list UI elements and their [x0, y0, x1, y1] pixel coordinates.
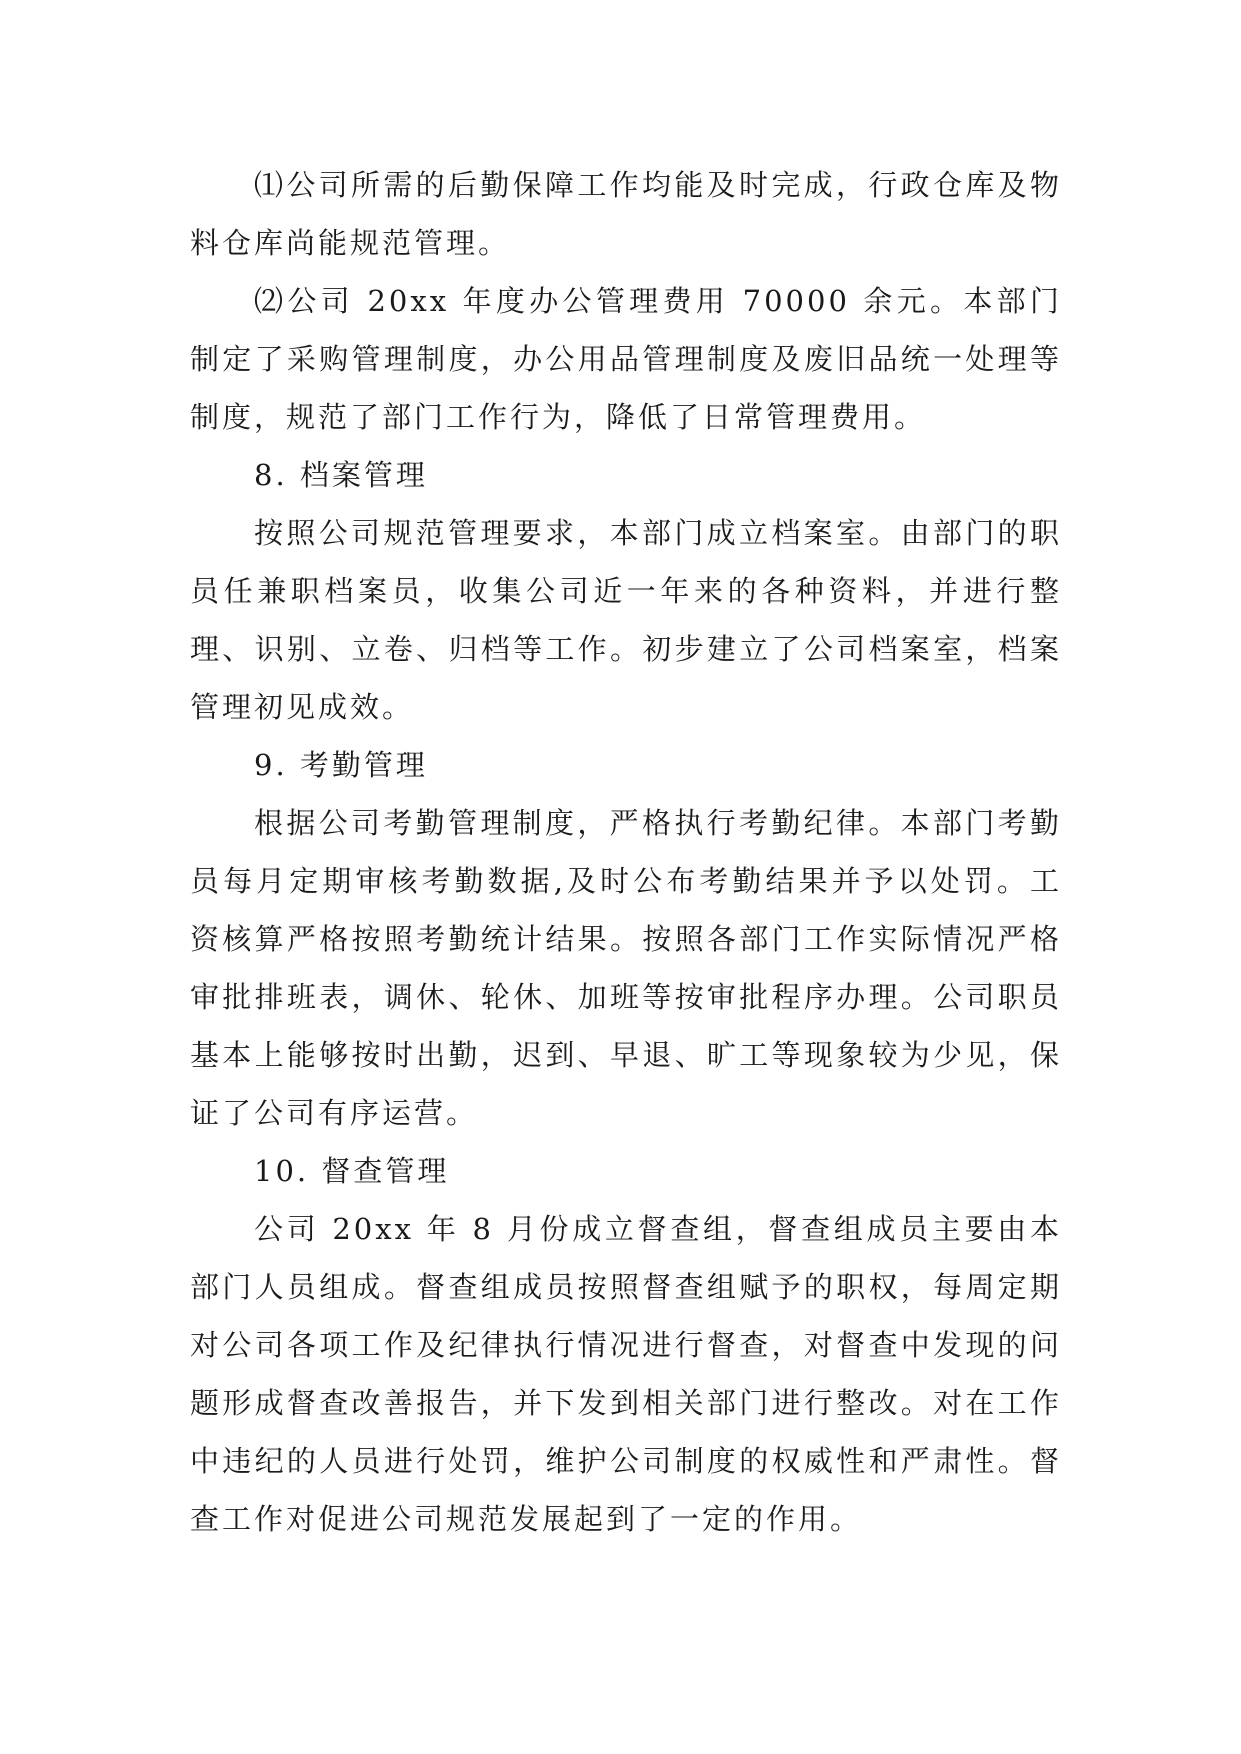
paragraph-logistics: ⑴公司所需的后勤保障工作均能及时完成，行政仓库及物料仓库尚能规范管理。: [190, 168, 1062, 260]
paragraph-supervision-management: 公司 20xx 年 8 月份成立督查组，督查组成员主要由本部门人员组成。督查组成员按照督查组赋予的职权，每周定期对公司各项工作及纪律执行情况进行督查，对督查中发现的问题形成督查改善报告，并下发到相关部门进行整改。对在工作中违纪的人员进行处罚，维护公司制度的权威性和严肃性。督查工作对促进公司规范发展起到了一定的作用。: [190, 1212, 1062, 1536]
document-body: [190, 156, 1062, 1548]
paragraph-attendance-management: 根据公司考勤管理制度，严格执行考勤纪律。本部门考勤员每月定期审核考勤数据,及时公布考勤结果并予以处罚。工资核算严格按照考勤统计结果。按照各部门工作实际情况严格审批排班表，调休、轮休、加班等按审批程序办理。公司职员基本上能够按时出勤，迟到、早退、旷工等现象较为少见，保证了公司有序运营。: [190, 806, 1062, 1130]
heading-supervision-management: 10. 督查管理: [254, 1154, 450, 1188]
paragraph-archive-management: 按照公司规范管理要求，本部门成立档案室。由部门的职员任兼职档案员，收集公司近一年来的各种资料，并进行整理、识别、立卷、归档等工作。初步建立了公司档案室，档案管理初见成效。: [190, 516, 1062, 724]
heading-archive-management: 8. 档案管理: [254, 458, 428, 492]
paragraph-office-expenses: ⑵公司 20xx 年度办公管理费用 70000 余元。本部门制定了采购管理制度，办公用品管理制度及废旧品统一处理等制度，规范了部门工作行为，降低了日常管理费用。: [190, 284, 1062, 434]
heading-attendance-management: 9. 考勤管理: [254, 748, 428, 782]
